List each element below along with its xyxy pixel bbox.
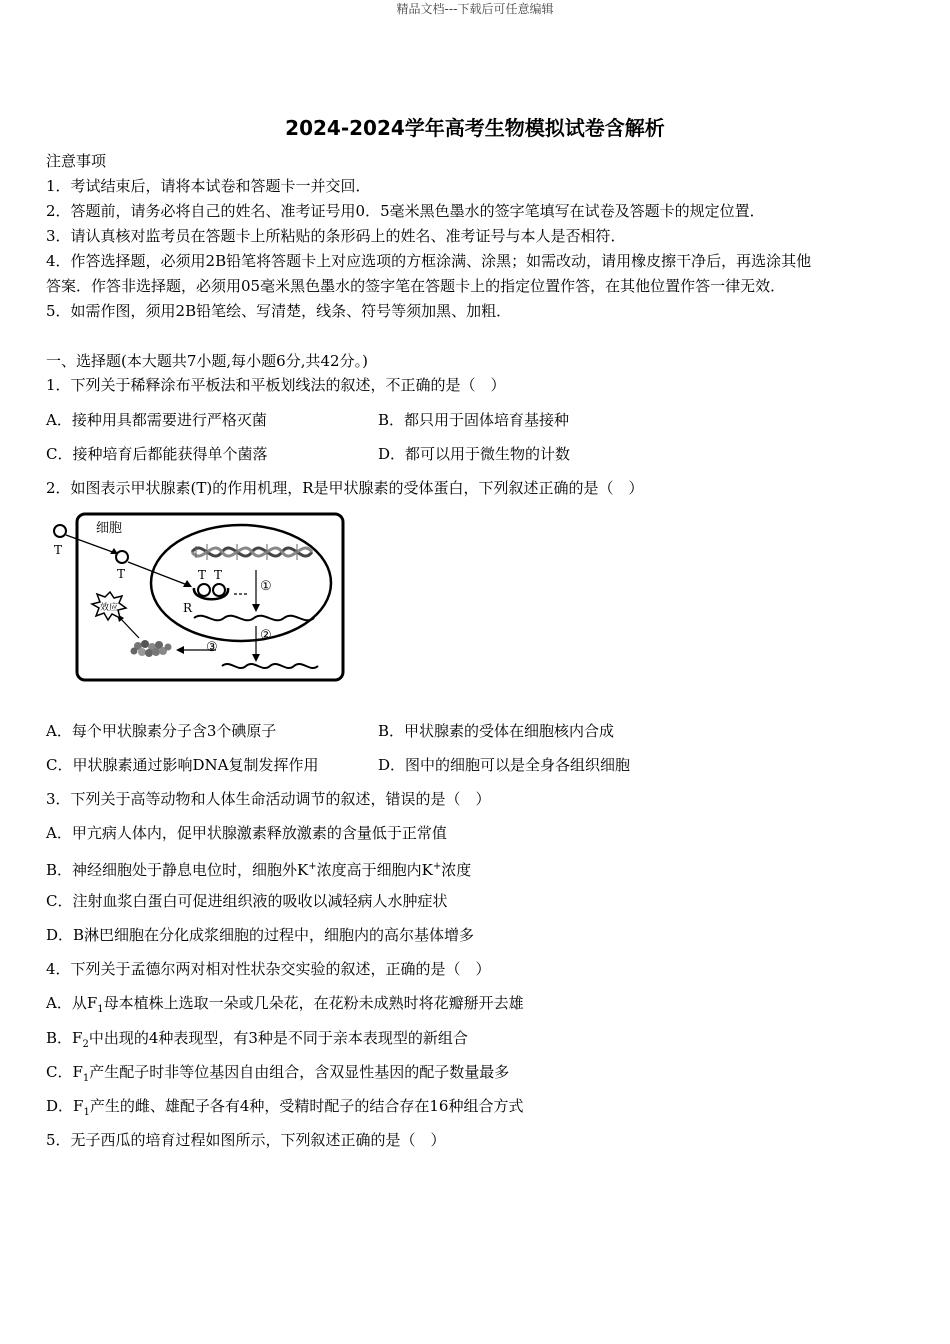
q1-option-b: B．都只用于固体培育基接种	[378, 411, 570, 429]
notice-item: 5．如需作图，须用2B铅笔绘、写清楚，线条、符号等须加黑、加粗．	[46, 302, 512, 320]
q2-option-d: D．图中的细胞可以是全身各组织细胞	[378, 756, 631, 774]
arrowhead	[252, 654, 260, 662]
effect-label: 效应	[100, 603, 119, 613]
q4-option-a: A．从$F_1$母本植株上选取一朵或几朵花，在花粉未成熟时将花瓣掰开去雄	[46, 994, 524, 1015]
q3-option-a: A．甲亢病人体内，促甲状腺激素释放激素的含量低于正常值	[46, 824, 447, 842]
q3-option-c: C．注射血浆白蛋白可促进组织液的吸收以减轻病人水肿症状	[46, 892, 448, 910]
nucleus-outline	[151, 525, 331, 641]
q2-option-a: A．每个甲状腺素分子含3个碘原子	[46, 722, 277, 740]
q4-option-b: B．$F_2$中出现的4种表现型，有3种是不同于亲本表现型的新组合	[46, 1029, 468, 1050]
cell-label: 细胞	[96, 521, 123, 536]
hormone-molecule	[54, 525, 66, 537]
q4-option-c: C．$F_1$产生配子时非等位基因自由组合，含双显性基因的配子数量最多	[46, 1063, 510, 1084]
arrowhead	[176, 646, 184, 654]
t-label-receptor: T	[214, 568, 223, 582]
notice-item: 1．考试结束后，请将本试卷和答题卡一并交回．	[46, 177, 371, 195]
q1-option-a: A．接种用具都需要进行严格灭菌	[46, 411, 267, 429]
page-title: 2024-2024学年高考生物模拟试卷含解析	[285, 116, 665, 140]
effect-arrow	[120, 618, 139, 638]
q4-stem: 4．下列关于孟德尔两对相对性状杂交实验的叙述，正确的是（ ）	[46, 960, 491, 978]
t-label-receptor: T	[198, 568, 207, 582]
notice-item: 3．请认真核对监考员在答题卡上所粘贴的条形码上的姓名、准考证号与本人是否相符．	[46, 227, 626, 245]
notice-item: 答案．作答非选择题，必须用05毫米黑色墨水的签字笔在答题卡上的指定位置作答，在其他位置作答一律无效．	[46, 277, 786, 295]
receptor-bound-hormone	[198, 584, 210, 596]
hormone-molecule	[116, 551, 128, 563]
q1-option-c: C．接种培育后都能获得单个菌落	[46, 445, 268, 463]
q2-option-c: C．甲状腺素通过影响DNA复制发挥作用	[46, 756, 319, 774]
q5-stem: 5．无子西瓜的培育过程如图所示，下列叙述正确的是（ ）	[46, 1131, 446, 1149]
t-label-inside: T	[117, 567, 126, 581]
thyroxine-mechanism-diagram	[44, 508, 354, 688]
q4-option-d: D．$F_1$产生的雌、雄配子各有4种，受精时配子的结合存在16种组合方式	[46, 1097, 524, 1118]
mrna-nuclear	[194, 616, 314, 621]
q3-option-b: B．神经细胞处于静息电位时，细胞外K+浓度高于细胞内K+浓度	[46, 861, 472, 879]
step-3-label: ③	[206, 640, 218, 655]
protein-cluster	[131, 640, 172, 657]
entry-arrow	[66, 535, 118, 554]
mrna-cytoplasm	[222, 664, 318, 668]
t-label-outside: T	[54, 543, 63, 557]
section-heading: 一、选择题(本大题共7小题,每小题6分,共42分。)	[46, 352, 368, 370]
q3-stem: 3．下列关于高等动物和人体生命活动调节的叙述，错误的是（ ）	[46, 790, 491, 808]
page-header: 精品文档---下载后可任意编辑	[396, 2, 554, 16]
notice-heading: 注意事项	[46, 152, 107, 170]
q3-option-d: D．B淋巴细胞在分化成浆细胞的过程中，细胞内的高尔基体增多	[46, 926, 475, 944]
step-2-label: ②	[260, 628, 272, 643]
q2-option-b: B．甲状腺素的受体在细胞核内合成	[378, 722, 615, 740]
q2-stem: 2．如图表示甲状腺素(T)的作用机理，R是甲状腺素的受体蛋白，下列叙述正确的是（ ）	[46, 479, 644, 497]
r-label: R	[183, 601, 193, 615]
transport-arrow	[128, 562, 190, 586]
notice-item: 4．作答选择题，必须用2B铅笔将答题卡上对应选项的方框涂满、涂黑；如需改动，请用橡皮擦干净后，再选涂其他	[46, 252, 812, 270]
receptor-bound-hormone	[213, 584, 225, 596]
arrowhead	[252, 604, 260, 612]
notice-item: 2．答题前，请务必将自己的姓名、准考证号用0．5毫米黑色墨水的签字笔填写在试卷及答题卡的规定位置．	[46, 202, 765, 220]
q1-option-d: D．都可以用于微生物的计数	[378, 445, 571, 463]
step-1-label: ①	[260, 579, 272, 594]
q1-stem: 1．下列关于稀释涂布平板法和平板划线法的叙述，不正确的是（ ）	[46, 376, 506, 394]
